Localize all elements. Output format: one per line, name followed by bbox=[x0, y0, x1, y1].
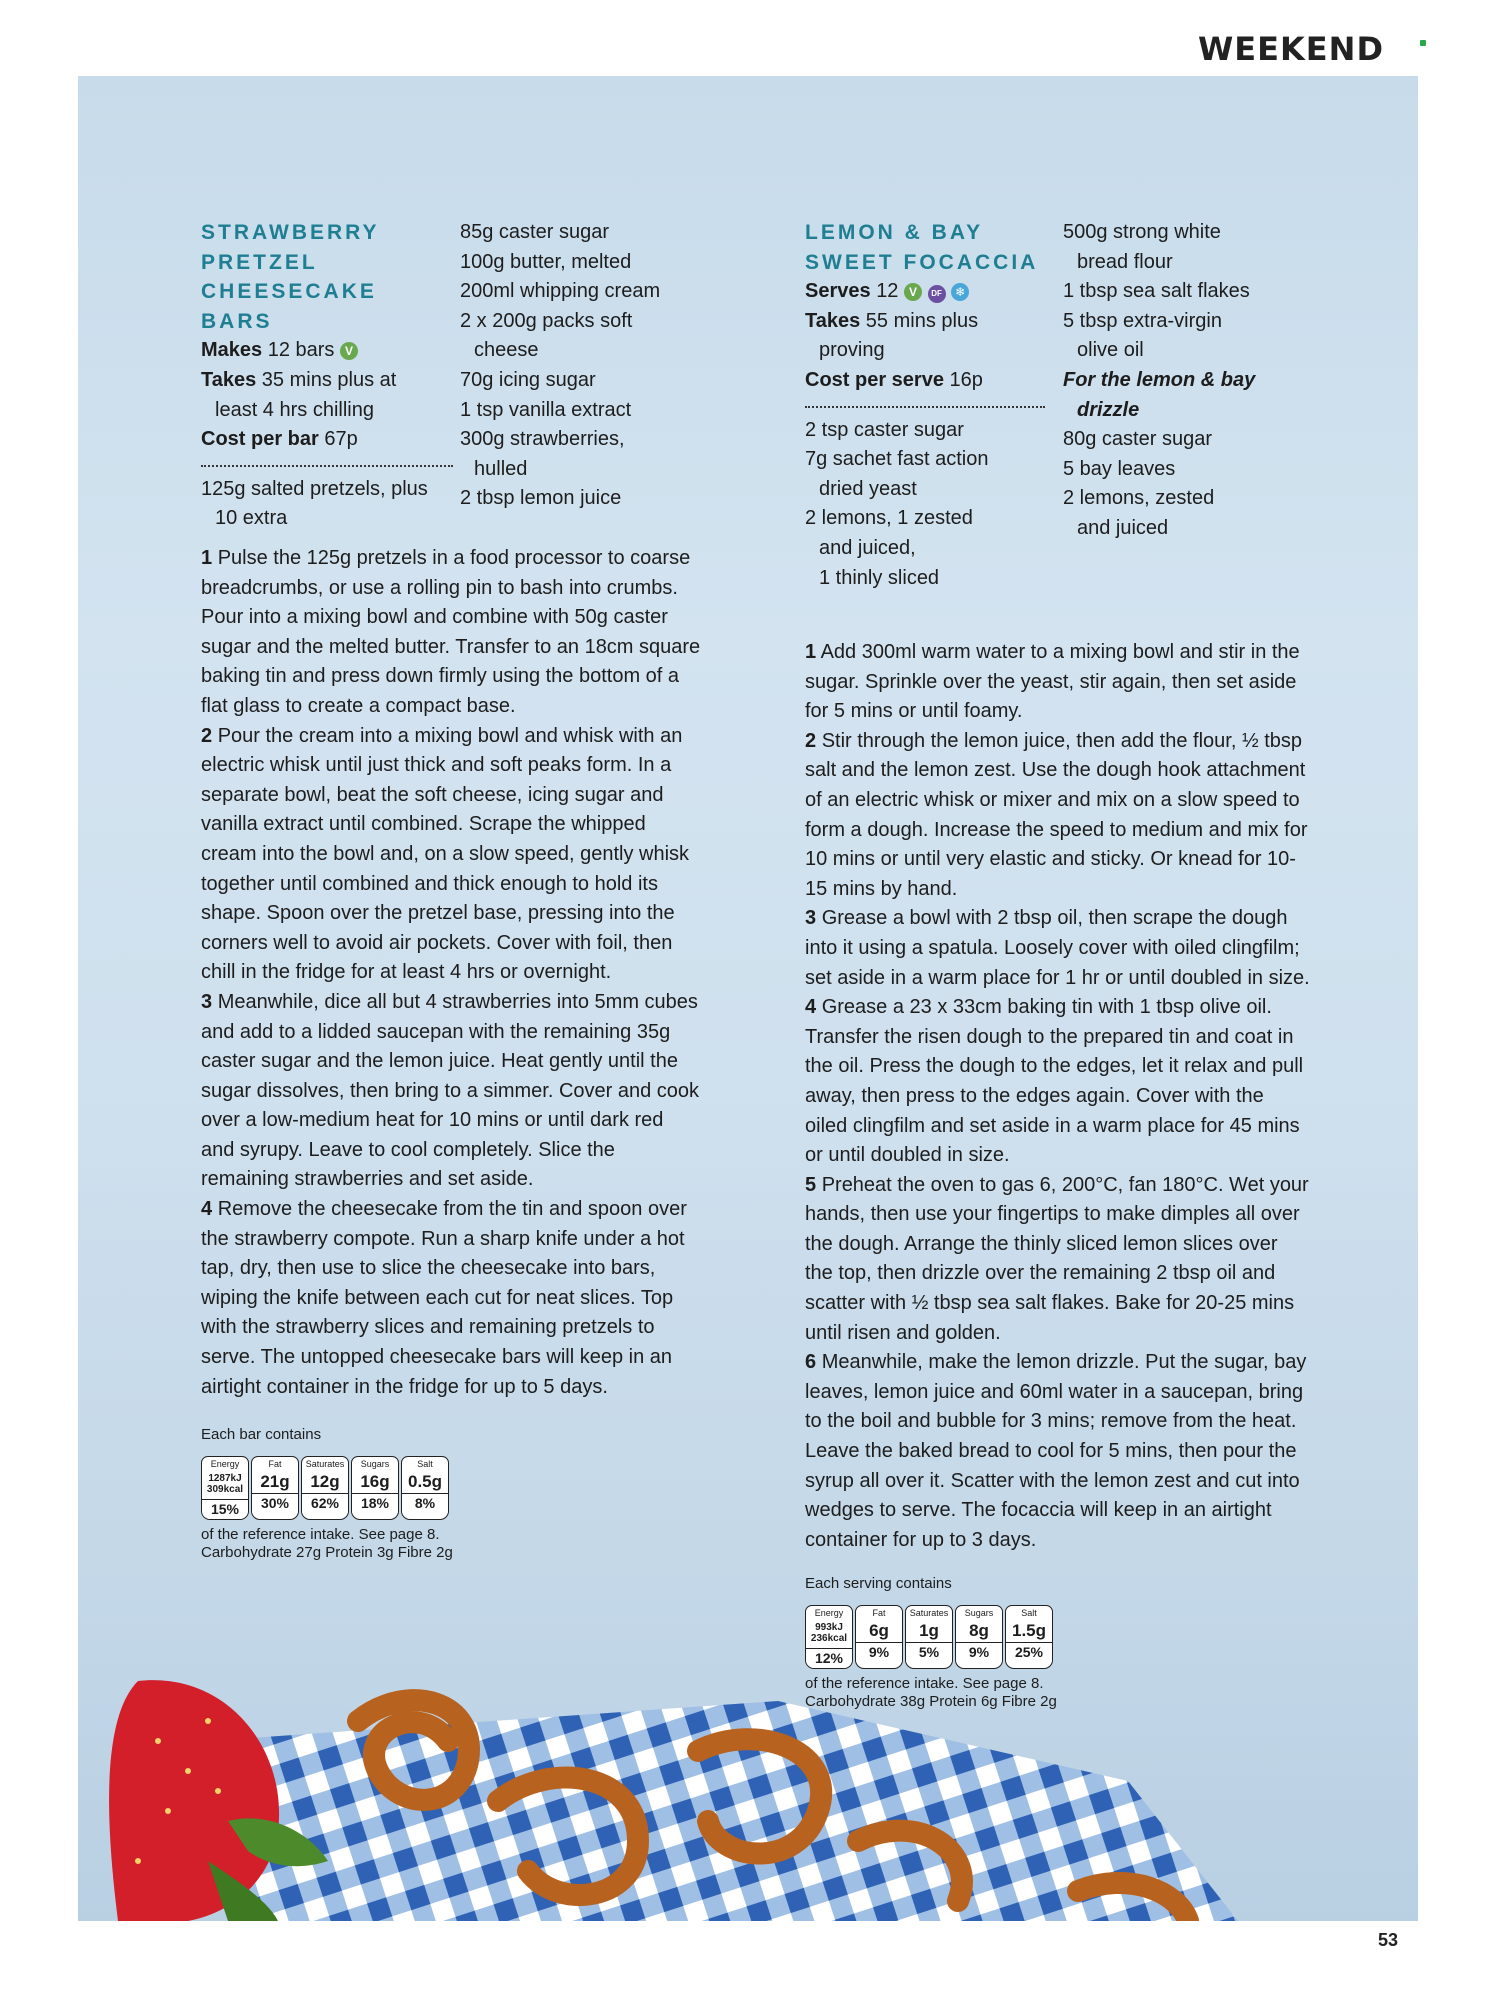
ingredient-line: 125g salted pretzels, plus bbox=[201, 477, 428, 500]
saturates-cell: Saturates 12g 62% bbox=[301, 1456, 349, 1520]
corner-marker bbox=[1420, 40, 1426, 46]
sugars-cell: Sugars 16g 18% bbox=[351, 1456, 399, 1520]
left-recipe-info bbox=[201, 218, 453, 534]
serves-value: 12 bbox=[876, 280, 899, 303]
cost-value: 67p bbox=[324, 428, 358, 451]
ingredient-line: bread flour bbox=[1077, 250, 1173, 273]
ingredient-line: 2 tsp caster sugar bbox=[805, 418, 964, 441]
food-photo bbox=[78, 1661, 1418, 1921]
ingredient-line: dried yeast bbox=[819, 477, 917, 500]
ingredient-line: hulled bbox=[474, 457, 528, 480]
right-recipe-info bbox=[805, 218, 1045, 593]
cost-line bbox=[201, 425, 453, 455]
takes-value-cont: least 4 hrs chilling bbox=[215, 398, 374, 421]
left-method bbox=[201, 544, 701, 1562]
ingredient-line: 500g strong white bbox=[1063, 221, 1221, 243]
takes-value-cont: proving bbox=[819, 339, 885, 362]
nutrition-label bbox=[201, 1456, 701, 1520]
right-recipe-title bbox=[805, 218, 1045, 277]
dairy-free-icon: DF bbox=[928, 285, 946, 303]
drizzle-heading-cont: drizzle bbox=[1077, 398, 1140, 421]
title-line: SWEET FOCACCIA bbox=[805, 250, 1039, 274]
dotted-divider bbox=[805, 406, 1045, 408]
ingredient-line: 1 thinly sliced bbox=[819, 566, 940, 589]
ingredient-line: 2 x 200g packs soft bbox=[460, 309, 633, 332]
takes-label: Takes bbox=[201, 368, 257, 391]
fat-cell: Fat 21g 30% bbox=[251, 1456, 299, 1520]
left-nutrition bbox=[201, 1420, 701, 1562]
ingredient-line: 7g sachet fast action bbox=[805, 448, 989, 471]
snowflake-icon: ❄ bbox=[951, 283, 969, 301]
ingredient-line: olive oil bbox=[1077, 339, 1144, 362]
takes-label: Takes bbox=[805, 309, 861, 332]
nutrition-heading: Each serving contains bbox=[805, 1575, 952, 1593]
energy-cell: Energy 1287kJ 309kcal 15% bbox=[201, 1456, 249, 1520]
ingredient-line: 1 tbsp sea salt flakes bbox=[1063, 280, 1250, 303]
takes-value: 35 mins plus at bbox=[261, 368, 397, 391]
cost-label: Cost per serve bbox=[805, 368, 944, 391]
makes-line bbox=[201, 336, 453, 366]
left-ingredients bbox=[460, 218, 690, 514]
salt-cell: Salt 1.5g 25% bbox=[1005, 1605, 1053, 1669]
dotted-divider bbox=[201, 465, 453, 467]
takes-line bbox=[805, 307, 1045, 366]
ingredient-line: 200ml whipping cream bbox=[460, 280, 661, 303]
cost-line bbox=[805, 366, 1045, 396]
ingredient-line: 5 tbsp extra-virgin bbox=[1063, 309, 1222, 332]
ingredient-line: 300g strawberries, bbox=[460, 428, 625, 451]
cost-value: 16p bbox=[949, 368, 983, 391]
left-recipe-title bbox=[201, 218, 453, 336]
title-line: STRAWBERRY bbox=[201, 221, 380, 244]
makes-value: 12 bars bbox=[267, 339, 335, 362]
title-line: CHEESECAKE BARS bbox=[201, 280, 377, 333]
method-step: 6 Meanwhile, make the lemon drizzle. Put the sugar, bay leaves, lemon juice and 60ml water in a saucepan, bring to the boil and bubble for 3 mins; remove from the heat. Leave the baked bread to cool for 5 mins, then pour the syrup all over it. Scatter with the lemon zest and cut into wedges to serve. The focaccia will keep in an airtight container for up to 3 days. bbox=[805, 1351, 1307, 1551]
right-ingredients bbox=[1063, 218, 1303, 544]
ingredient-line: 2 lemons, 1 zested bbox=[805, 507, 973, 530]
vegetarian-icon: V bbox=[904, 283, 922, 301]
method-step: 5 Preheat the oven to gas 6, 200°C, fan 180°C. Wet your hands, then use your fingertips to make dimples all over the dough. Arrange the thinly sliced lemon slices over the top, then drizzle over the remaining 2 tbsp oil and scatter with ½ tbsp sea salt flakes. Bake for 20-25 mins until risen and golden. bbox=[805, 1173, 1309, 1344]
method-step: 2 Stir through the lemon juice, then add the flour, ½ tbsp salt and the lemon zest. Use the dough hook attachment of an electric whisk or mixer and mix on a slow speed to form a dough. Increase the speed to medium and mix for 10 mins or until very elastic and sticky. Or knead for 10-15 mins by hand. bbox=[805, 729, 1308, 900]
nutrition-footer: of the reference intake. See page 8. Carbohydrate 38g Protein 6g Fibre 2g bbox=[805, 1675, 1057, 1710]
ingredient-line: 85g caster sugar bbox=[460, 221, 609, 243]
ingredient-line: cheese bbox=[474, 339, 539, 362]
saturates-cell: Saturates 1g 5% bbox=[905, 1605, 953, 1669]
serves-line bbox=[805, 277, 1045, 307]
method-step: 1 Pulse the 125g pretzels in a food processor to coarse breadcrumbs, or use a rolling pin to bash into crumbs. Pour into a mixing bowl and combine with 50g caster sugar and the melted butter. Transfer to an 18cm square baking tin and press down firmly using the bottom of a flat glass to create a compact base. bbox=[201, 547, 701, 717]
title-line: LEMON & BAY bbox=[805, 221, 984, 244]
recipe-panel bbox=[78, 76, 1418, 1921]
serves-label: Serves bbox=[805, 280, 871, 303]
ingredient-line: 80g caster sugar bbox=[1063, 428, 1212, 451]
ingredient-line: 10 extra bbox=[215, 507, 288, 530]
takes-line bbox=[201, 366, 453, 425]
ingredient-line: 2 lemons, zested bbox=[1063, 487, 1215, 510]
vegetarian-icon: V bbox=[340, 342, 358, 360]
right-method bbox=[805, 638, 1310, 1711]
fat-cell: Fat 6g 9% bbox=[855, 1605, 903, 1669]
takes-value: 55 mins plus bbox=[865, 309, 979, 332]
drizzle-heading: For the lemon & bay bbox=[1063, 368, 1256, 391]
sugars-cell: Sugars 8g 9% bbox=[955, 1605, 1003, 1669]
title-line: PRETZEL bbox=[201, 250, 318, 274]
method-step: 3 Meanwhile, dice all but 4 strawberries into 5mm cubes and add to a lidded saucepan with the remaining 35g caster sugar and the lemon juice. Heat gently until the sugar dissolves, then bring to a simmer. Cover and cook over a low-medium heat for 10 mins or until dark red and syrupy. Leave to cool completely. Slice the remaining strawberries and set aside. bbox=[201, 990, 700, 1191]
ingredient-line: 1 tsp vanilla extract bbox=[460, 398, 632, 421]
makes-label: Makes bbox=[201, 339, 263, 362]
nutrition-footer: of the reference intake. See page 8. Carbohydrate 27g Protein 3g Fibre 2g bbox=[201, 1525, 453, 1561]
salt-cell: Salt 0.5g 8% bbox=[401, 1456, 449, 1520]
page-number: 53 bbox=[1377, 1930, 1398, 1950]
ingredient-line: and juiced, bbox=[819, 536, 916, 559]
method-step: 3 Grease a bowl with 2 tbsp oil, then scrape the dough into it using a spatula. Loosely cover with oiled clingfilm; set aside in a warm place for 1 hr or until doubled in size. bbox=[805, 907, 1310, 989]
method-step: 2 Pour the cream into a mixing bowl and whisk with an electric whisk until just thick and soft peaks form. In a separate bowl, beat the soft cheese, icing sugar and vanilla extract until combined. Scrape the whipped cream into the bowl and, on a slow speed, gently whisk together until combined and thick enough to hold its shape. Spoon over the pretzel base, pressing into the corners well to avoid air pockets. Cover with foil, then chill in the fridge for at least 4 hrs or overnight. bbox=[201, 724, 690, 984]
cost-label: Cost per bar bbox=[201, 428, 319, 451]
nutrition-heading: Each bar contains bbox=[201, 1426, 322, 1444]
nutrition-label bbox=[805, 1605, 1310, 1669]
ingredient-line: and juiced bbox=[1077, 516, 1169, 539]
ingredient-line: 70g icing sugar bbox=[460, 368, 596, 391]
method-step: 1 Add 300ml warm water to a mixing bowl and stir in the sugar. Sprinkle over the yeast, stir again, then set aside for 5 mins or until foamy. bbox=[805, 641, 1300, 723]
ingredient-line: 5 bay leaves bbox=[1063, 457, 1176, 480]
ingredient-line: 2 tbsp lemon juice bbox=[460, 487, 622, 510]
method-step: 4 Grease a 23 x 33cm baking tin with 1 tbsp olive oil. Transfer the risen dough to the prepared tin and coat in the oil. Press the dough to the edges, let it relax and pull away, then press to the edges again. Cover with the oiled clingfilm and set aside in a warm place for 45 mins or until doubled in size. bbox=[805, 996, 1304, 1167]
section-title: WEEKEND bbox=[1197, 30, 1384, 68]
method-step: 4 Remove the cheesecake from the tin and spoon over the strawberry compote. Run a sharp knife under a hot tap, dry, then use to slice the cheesecake into bars, wiping the knife between each cut for neat slices. Top with the strawberry slices and remaining pretzels to serve. The untopped cheesecake bars will keep in an airtight container in the fridge for up to 5 days. bbox=[201, 1198, 687, 1398]
ingredient-line: 100g butter, melted bbox=[460, 250, 632, 273]
energy-cell: Energy 993kJ 236kcal 12% bbox=[805, 1605, 853, 1669]
